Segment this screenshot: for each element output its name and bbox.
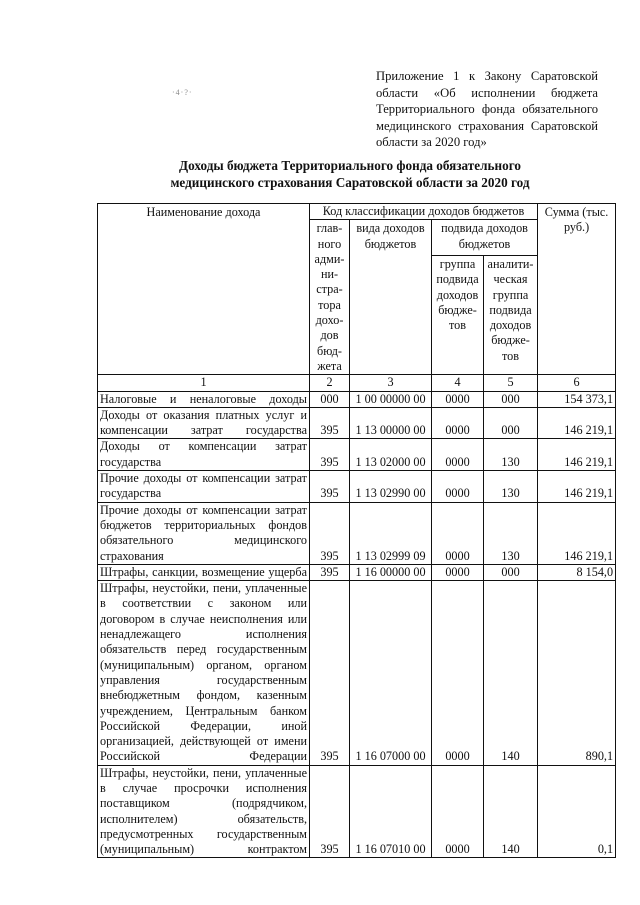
row-name: Прочие доходы от компенсации затрат бюджетов территориальных фондов обязательного медицинского страхования	[98, 502, 310, 564]
row-group: 0000	[432, 502, 484, 564]
col-num-5: 5	[484, 375, 538, 391]
row-name: Доходы от компенсации затрат государства	[98, 439, 310, 471]
row-type: 1 16 00000 00	[350, 564, 432, 580]
header-code: Код классификации доходов бюджетов	[310, 204, 538, 220]
row-type: 1 13 00000 00	[350, 407, 432, 439]
row-group: 0000	[432, 564, 484, 580]
table-row	[98, 439, 616, 471]
col-num-6: 6	[538, 375, 616, 391]
row-admin: 395	[310, 564, 350, 580]
row-analytic: 130	[484, 502, 538, 564]
header-admin: глав-ного адми-ни-стра-тора дохо-дов бюд-жета	[310, 220, 350, 375]
header-type: вида доходов бюджетов	[350, 220, 432, 375]
row-name: Штрафы, неустойки, пени, уплаченные в соответствии с законом или договором в случае неисполнения или ненадлежащего исполнения обязательств перед государственным (муниципальным) органом, органом управления государственным внебюджетным фондом, казенным учреждением, Центральным банком Российской Федерации, иной организацией, действующей от имени Российской Федерации	[98, 581, 310, 766]
header-sum: Сумма (тыс. руб.)	[538, 204, 616, 375]
document-title	[130, 158, 570, 191]
row-sum: 146 219,1	[538, 471, 616, 503]
row-analytic: 140	[484, 765, 538, 858]
row-sum: 146 219,1	[538, 502, 616, 564]
row-sum: 890,1	[538, 581, 616, 766]
col-num-4: 4	[432, 375, 484, 391]
col-num-2: 2	[310, 375, 350, 391]
row-group: 0000	[432, 407, 484, 439]
row-type: 1 00 00000 00	[350, 391, 432, 407]
header-analytic: аналити-ческая группа подвида доходов бюдже-тов	[484, 255, 538, 374]
row-type: 1 13 02999 09	[350, 502, 432, 564]
row-name: Доходы от оказания платных услуг и компенсации затрат государства	[98, 407, 310, 439]
header-group: группа подвида доходов бюдже-тов	[432, 255, 484, 374]
row-sum: 154 373,1	[538, 391, 616, 407]
table-row	[98, 564, 616, 580]
row-analytic: 130	[484, 471, 538, 503]
col-num-1: 1	[98, 375, 310, 391]
revenue-table	[97, 203, 616, 858]
row-group: 0000	[432, 391, 484, 407]
row-sum: 8 154,0	[538, 564, 616, 580]
row-admin: 395	[310, 502, 350, 564]
row-admin: 395	[310, 407, 350, 439]
row-type: 1 16 07000 00	[350, 581, 432, 766]
row-type: 1 13 02990 00	[350, 471, 432, 503]
row-analytic: 140	[484, 581, 538, 766]
header-row-1	[98, 204, 616, 220]
row-admin: 395	[310, 439, 350, 471]
column-numbers-row	[98, 375, 616, 391]
row-admin: 395	[310, 765, 350, 858]
row-name: Прочие доходы от компенсации затрат государства	[98, 471, 310, 503]
table-row	[98, 407, 616, 439]
table-row	[98, 391, 616, 407]
row-type: 1 16 07010 00	[350, 765, 432, 858]
header-subtype: подвида доходов бюджетов	[432, 220, 538, 256]
row-group: 0000	[432, 439, 484, 471]
row-admin: 395	[310, 471, 350, 503]
row-analytic: 000	[484, 564, 538, 580]
row-name: Налоговые и неналоговые доходы	[98, 391, 310, 407]
row-analytic: 000	[484, 391, 538, 407]
title-line-1: Доходы бюджета Территориального фонда обязательного	[179, 158, 521, 173]
row-sum: 146 219,1	[538, 407, 616, 439]
header-name: Наименование дохода	[98, 204, 310, 375]
appendix-note: Приложение 1 к Закону Саратовской области «Об исполнении бюджета Территориального фонда обязательного медицинского страхования Саратовской области за 2020 год»	[376, 69, 598, 149]
table-row	[98, 471, 616, 503]
row-group: 0000	[432, 765, 484, 858]
page-stamp: ·4·?·	[172, 88, 193, 97]
row-group: 0000	[432, 581, 484, 766]
row-sum: 146 219,1	[538, 439, 616, 471]
title-line-2: медицинского страхования Саратовской области за 2020 год	[170, 174, 530, 190]
row-analytic: 000	[484, 407, 538, 439]
row-admin: 395	[310, 581, 350, 766]
row-name: Штрафы, неустойки, пени, уплаченные в случае просрочки исполнения поставщиком (подрядчиком, исполнителем) обязательств, предусмотренных государственным (муниципальным) контрактом	[98, 765, 310, 858]
row-admin: 000	[310, 391, 350, 407]
row-type: 1 13 02000 00	[350, 439, 432, 471]
row-name: Штрафы, санкции, возмещение ущерба	[98, 564, 310, 580]
row-group: 0000	[432, 471, 484, 503]
row-analytic: 130	[484, 439, 538, 471]
row-sum: 0,1	[538, 765, 616, 858]
table-row	[98, 765, 616, 858]
col-num-3: 3	[350, 375, 432, 391]
table-row	[98, 581, 616, 766]
table-row	[98, 502, 616, 564]
